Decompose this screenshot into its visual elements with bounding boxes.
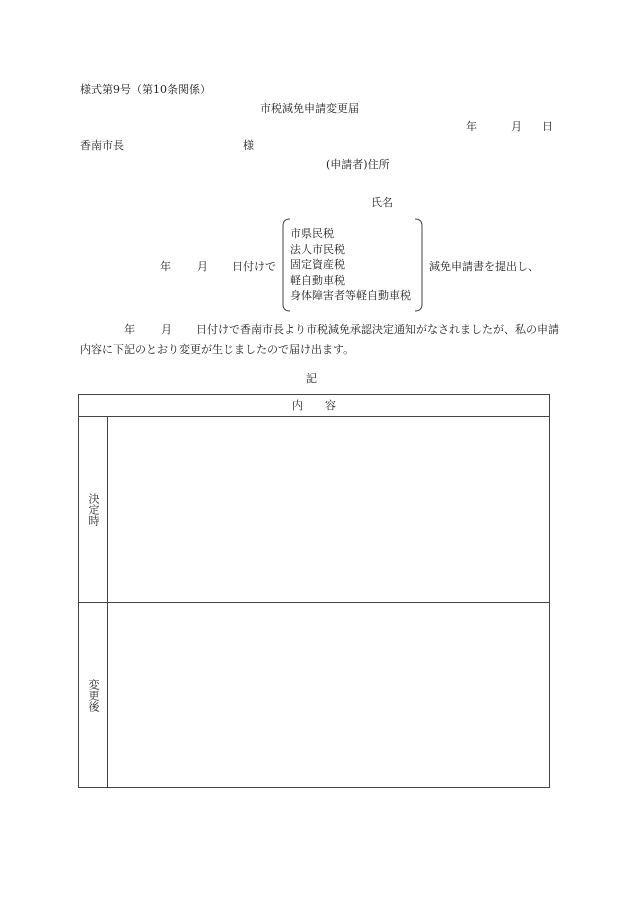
date-month-label: 月 <box>511 120 522 133</box>
honorific: 様 <box>243 139 254 152</box>
tax-type-list <box>290 226 411 304</box>
applicant-name-label: 氏名 <box>371 196 393 209</box>
tax-item: 軽自動車税 <box>290 273 345 287</box>
notice-paragraph <box>80 320 560 360</box>
decision-label: 決定時 <box>87 492 100 526</box>
change-label-cell <box>79 603 108 787</box>
submission-date <box>466 118 553 134</box>
tax-item: 固定資産税 <box>290 258 345 271</box>
change-row <box>79 603 549 787</box>
decision-label-cell <box>79 416 108 602</box>
content-table <box>78 394 550 788</box>
app-date-suffix: 日付けで <box>232 260 276 273</box>
app-year-label: 年 <box>160 260 171 273</box>
para-year: 年 <box>124 323 135 336</box>
addressee: 香南市長 <box>80 139 124 152</box>
date-year-label: 年 <box>466 120 477 133</box>
decision-content[interactable] <box>108 416 549 602</box>
application-date <box>160 258 276 274</box>
document-title: 市税減免申請変更届 <box>260 102 359 115</box>
applicant-address-label: (申請者)住所 <box>326 158 390 171</box>
tax-item: 法人市民税 <box>290 242 345 256</box>
submit-text: 減免申請書を提出し、 <box>429 260 539 273</box>
tax-item: 市県民税 <box>290 227 334 240</box>
change-content[interactable] <box>108 603 549 787</box>
para-body: 日付けで香南市長より市税減免承認決定通知がなされましたが、私の申請内容に下記のとおり変更が生じましたので届け出ます。 <box>80 323 559 356</box>
table-header: 内 容 <box>79 395 549 417</box>
ki-heading: 記 <box>306 372 317 385</box>
change-label: 変更後 <box>87 678 100 712</box>
form-number: 様式第9号（第10条関係） <box>80 83 211 96</box>
para-month: 月 <box>161 323 172 336</box>
decision-row <box>79 416 549 603</box>
date-day-label: 日 <box>542 120 553 133</box>
app-month-label: 月 <box>197 260 208 273</box>
tax-item: 身体障害者等軽自動車税 <box>290 289 411 302</box>
